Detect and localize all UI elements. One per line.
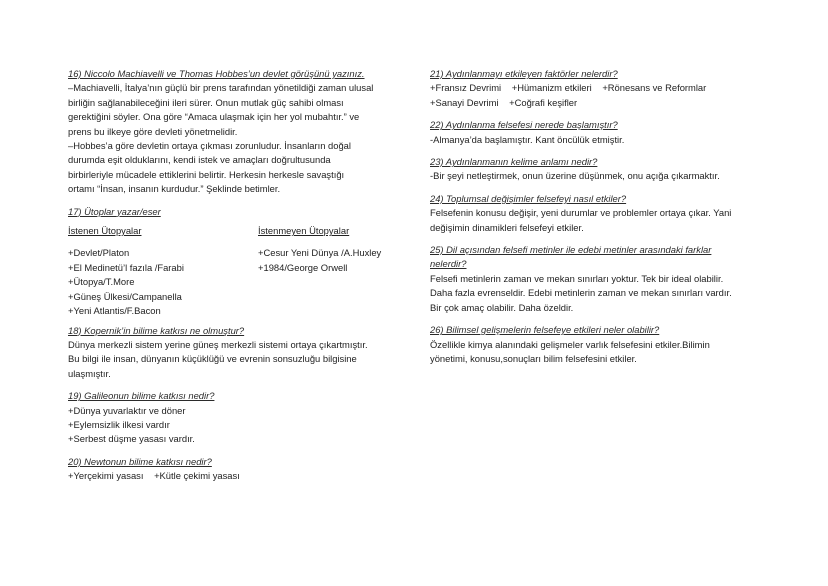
answer-line: -Almanya’da başlamıştır. Kant öncülük etmiştir. <box>430 133 625 145</box>
question-22 <box>430 118 770 147</box>
list-item: +1984/George Orwell <box>258 261 348 273</box>
answer-line: Daha fazla evrenseldir. Edebi metinlerin zaman ve mekan sınırları vardır. <box>430 287 732 299</box>
question-17 <box>68 205 408 319</box>
answer-item: +Sanayi Devrimi <box>430 96 499 108</box>
undesired-utopias <box>258 224 408 238</box>
question-16-title: 16) Niccolo Machiavelli ve Thomas Hobbes’un devlet görüşünü yazınız. <box>68 68 365 79</box>
question-19 <box>68 389 408 447</box>
question-25-title-line1: 25) Dil açısından felsefi metinler ile edebi metinler arasındaki farklar <box>430 244 712 256</box>
question-21-title: 21) Aydınlanmayı etkileyen faktörler nelerdir? <box>430 68 618 79</box>
answer-line: -Bir şeyi netleştirmek, onun üzerine düşünmek, onu açığa çıkarmaktır. <box>430 170 720 182</box>
answer-line: değişimin dinamikleri felsefeyi etkiler. <box>430 221 584 233</box>
question-21 <box>430 67 770 110</box>
list-item: +Yeni Atlantis/F.Bacon <box>68 305 161 317</box>
question-19-title: 19) Galileonun bilime katkısı nedir? <box>68 390 215 402</box>
desired-utopias-header: İstenen Ütopyalar <box>68 225 142 237</box>
desired-utopias <box>68 224 258 238</box>
answer-line: ulaşmıştır. <box>68 367 111 379</box>
answer-line: –Machiavelli, İtalya’nın güçlü bir prens tarafından yönetildiği zaman ulusal <box>68 82 374 94</box>
list-item: +Güneş Ülkesi/Campanella <box>68 290 182 302</box>
answer-line: +Dünya yuvarlaktır ve döner <box>68 404 186 416</box>
answer-item: +Rönesans ve Reformlar <box>602 82 707 94</box>
utopia-lists <box>68 246 408 318</box>
answer-item: +Yerçekimi yasası <box>68 470 144 482</box>
question-26-title: 26) Bilimsel gelişmelerin felsefeye etkileri neler olabilir? <box>430 324 660 336</box>
answer-line: Özellikle kimya alanındaki gelişmeler varlık felsefesini etkiler.Bilimin <box>430 338 710 350</box>
undesired-utopias-header: İstenmeyen Ütopyalar <box>258 225 350 237</box>
list-item: +Cesur Yeni Dünya /A.Huxley <box>258 247 382 259</box>
question-25-title-line2: nelerdir? <box>430 258 467 270</box>
answer-line: Bir çok amaç olabilir. Daha özeldir. <box>430 301 574 313</box>
answer-line: gerektiğini söyler. Ona göre “Amaca ulaşmak için her yol mubahtır.” ve <box>68 111 360 123</box>
question-22-title: 22) Aydınlanma felsefesi nerede başlamıştır? <box>430 119 618 131</box>
answer-row <box>430 81 770 95</box>
question-20-title: 20) Newtonun bilime katkısı nedir? <box>68 455 212 467</box>
answer-line: Dünya merkezli sistem yerine güneş merkezli sistemi ortaya çıkartmıştır. <box>68 338 368 350</box>
answer-line: yönetimi, konusu,sonuçları bilim felsefesini etkiler. <box>430 352 637 364</box>
answer-line: Felsefi metinlerin zaman ve mekan sınırları yoktur. Tek bir ideal olabilir. <box>430 272 724 284</box>
answer-line: –Hobbes’a göre devletin ortaya çıkması zorunludur. İnsanların doğal <box>68 140 351 152</box>
answer-item: +Hümanizm etkileri <box>511 82 592 94</box>
list-item: +Ütopya/T.More <box>68 276 135 288</box>
answer-item: +Kütle çekimi yasası <box>154 470 240 482</box>
question-23-title: 23) Aydınlanmanın kelime anlamı nedir? <box>430 156 598 168</box>
undesired-utopias-list <box>258 246 408 318</box>
question-20 <box>68 455 408 484</box>
answer-line: prens bu ilkeye göre devleti yönetmelidir. <box>68 125 238 137</box>
answer-line: +Serbest düşme yasası vardır. <box>68 433 195 445</box>
desired-utopias-list <box>68 246 258 318</box>
answer-line: birbirleriyle mücadele ettiklerini belirtir. Herkesin herkesle savaştığı <box>68 168 345 180</box>
question-18 <box>68 324 408 382</box>
answer-line: Felsefenin konusu değişir, yeni durumlar ve problemler ortaya çıkar. Yani <box>430 207 732 219</box>
question-17-title: 17) Ütoplar yazar/eser <box>68 205 161 217</box>
left-column <box>68 67 408 484</box>
answer-item: +Coğrafi keşifler <box>509 96 578 108</box>
list-item: +El Medinetü’l fazıla /Farabi <box>68 261 184 273</box>
question-25 <box>430 243 770 315</box>
answer-line: ortamı “İnsan, insanın kurdudur.” Şeklinde betimler. <box>68 183 281 195</box>
question-24-title: 24) Toplumsal değişimler felsefeyi nasıl etkiler? <box>430 192 627 204</box>
answer-line: durumda eşit olduklarını, kendi istek ve amaçları doğrultusunda <box>68 154 331 166</box>
answer-line: Bu bilgi ile insan, dünyanın küçüklüğü ve evrenin sonsuzluğu bilgisine <box>68 353 357 365</box>
question-23 <box>430 155 770 184</box>
list-item: +Devlet/Platon <box>68 247 130 259</box>
answer-line: birliğin sağlanabileceğini ileri sürer. Onun mutlak güç sahibi olması <box>68 96 344 108</box>
question-26 <box>430 323 770 366</box>
question-18-title: 18) Kopernik’in bilime katkısı ne olmuştur? <box>68 324 245 336</box>
question-16 <box>68 67 408 197</box>
answer-row <box>68 469 408 483</box>
answer-row <box>430 96 770 110</box>
answer-item: +Fransız Devrimi <box>430 82 502 94</box>
utopia-table <box>68 224 408 238</box>
right-column <box>430 67 770 366</box>
answer-line: +Eylemsizlik ilkesi vardır <box>68 418 170 430</box>
question-24 <box>430 192 770 235</box>
